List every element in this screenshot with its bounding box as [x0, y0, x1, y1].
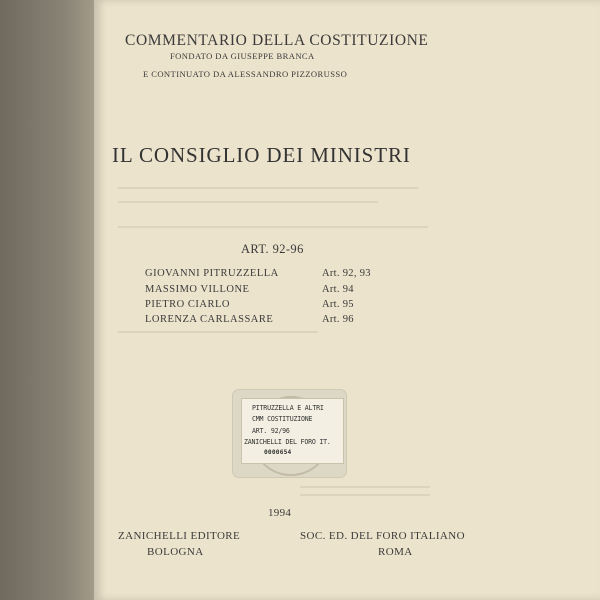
label-line: PITRUZZELLA E ALTRI	[252, 404, 324, 412]
label-line: ZANICHELLI DEL FORO IT.	[244, 438, 331, 446]
book-spine-edge	[0, 0, 94, 600]
author-article: Art. 92, 93	[322, 268, 371, 279]
show-through-line	[300, 486, 430, 488]
author-article: Art. 96	[322, 314, 354, 325]
publisher-2-city: ROMA	[378, 546, 413, 558]
show-through-line	[300, 494, 430, 496]
label-line: CMM COSTITUZIONE	[252, 415, 313, 423]
label-line: ART. 92/96	[252, 427, 290, 435]
series-continuator: E CONTINUATO DA ALESSANDRO PIZZORUSSO	[143, 69, 348, 79]
publisher-1: ZANICHELLI EDITORE	[118, 530, 241, 542]
author-name: LORENZA CARLASSARE	[145, 314, 274, 325]
series-founder: FONDATO DA GIUSEPPE BRANCA	[170, 51, 315, 61]
show-through-line	[118, 226, 428, 228]
publisher-2: SOC. ED. DEL FORO ITALIANO	[300, 530, 465, 542]
author-name: MASSIMO VILLONE	[145, 284, 250, 295]
author-article: Art. 94	[322, 284, 354, 295]
show-through-line	[118, 201, 378, 203]
show-through-line	[118, 187, 418, 189]
publisher-1-city: BOLOGNA	[147, 546, 204, 558]
author-name: PIETRO CIARLO	[145, 299, 230, 310]
series-title: COMMENTARIO DELLA COSTITUZIONE	[125, 32, 429, 49]
author-name: GIOVANNI PITRUZZELLA	[145, 268, 279, 279]
articles-range: ART. 92-96	[241, 242, 304, 256]
show-through-line	[118, 331, 318, 333]
inventory-code: 0000654	[264, 449, 292, 456]
publication-year: 1994	[268, 507, 292, 519]
volume-title: IL CONSIGLIO DEI MINISTRI	[112, 143, 411, 167]
author-article: Art. 95	[322, 299, 354, 310]
